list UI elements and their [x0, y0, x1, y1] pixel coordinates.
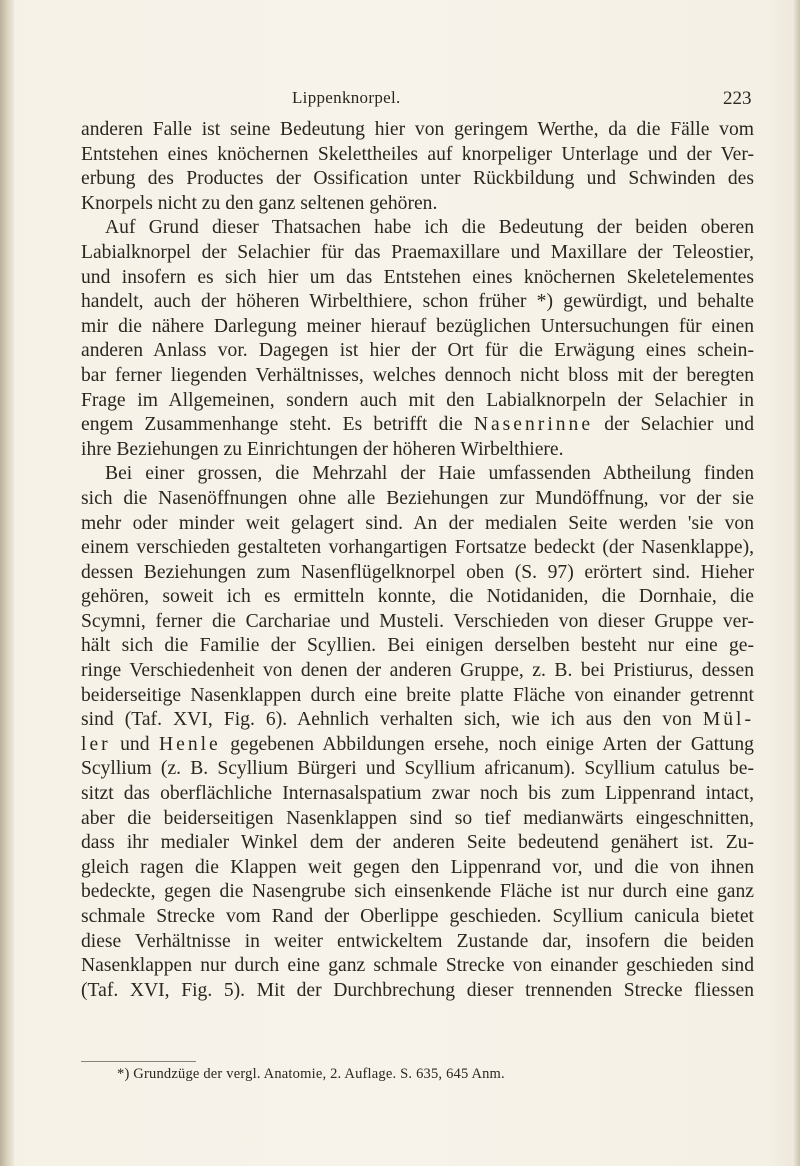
text-line: Scymni, ferner die Carchariae und Musteli. Verschieden von dieser Gruppe ver-: [81, 610, 754, 632]
text-line: und insofern es sich hier um das Entstehen eines knöchernen Skeletelementes: [81, 266, 754, 288]
running-head-title: Lippenknorpel.: [292, 88, 401, 107]
footnote-divider: [81, 1061, 196, 1062]
emphasized-term: Nasenrinne: [473, 414, 594, 436]
text-line: anderen Anlass vor. Dagegen ist hier der Ort für die Erwägung eines schein-: [81, 340, 754, 362]
text-line: bedeckte, gegen die Nasengrube sich einsenkende Fläche ist nur durch eine ganz: [81, 881, 754, 903]
text-line: mehr oder minder weit gelagert sind. An der medialen Seite werden 'sie von: [81, 512, 754, 534]
text-line-with-emphasis: [81, 413, 754, 438]
footnote: *) Grundzüge der vergl. Anatomie, 2. Auflage. S. 635, 645 Anm.: [117, 1066, 505, 1082]
text-fragment: und: [120, 733, 150, 755]
page-edge-shadow: [792, 0, 800, 1166]
text-line: sitzt das oberflächliche Internasalspatium zwar noch bis zum Lippenrand intact,: [81, 783, 754, 805]
text-line: mir die nähere Darlegung meiner hierauf bezüglichen Untersuchungen für einen: [81, 315, 754, 337]
text-line: bar ferner liegenden Verhältnisses, welches dennoch nicht bloss mit der beregten: [81, 364, 754, 386]
text-line: dass ihr medialer Winkel dem der anderen Seite bedeutend genähert ist. Zu-: [81, 832, 754, 854]
text-line: anderen Falle ist seine Bedeutung hier von geringem Werthe, da die Fälle vom: [81, 119, 754, 140]
text-line: einem verschieden gestalteten vorhangartigen Fortsatze bedeckt (der Nasenklappe),: [81, 537, 754, 559]
text-line-with-author: [81, 708, 754, 733]
text-line: Knorpels nicht zu den ganz seltenen gehören.: [81, 192, 438, 214]
page-number: 223: [723, 88, 752, 109]
text-line: dessen Beziehungen zum Nasenflügelknorpel oben (S. 97) erörtert sind. Hieher: [81, 561, 754, 583]
body-text: [81, 118, 754, 1003]
text-fragment: engem Zusammenhange steht. Es betrifft die: [81, 414, 463, 436]
text-line: diese Verhältnisse in weiter entwickeltem Zustande dar, insofern die beiden: [81, 930, 754, 952]
text-line: ringe Verschiedenheit von denen der anderen Gruppe, z. B. bei Pristiurus, dessen: [81, 660, 754, 682]
text-line: Auf Grund dieser Thatsachen habe ich die Bedeutung der beiden oberen: [105, 217, 754, 239]
text-line: beiderseitige Nasenklappen durch eine breite platte Fläche von einander getrennt: [81, 684, 754, 706]
text-line: gleich ragen die Klappen weit gegen den Lippenrand vor, und die von ihnen: [81, 856, 754, 878]
text-line: Nasenklappen nur durch eine ganz schmale Strecke von einander geschieden sind: [81, 955, 754, 977]
text-line: sich die Nasenöffnungen ohne alle Beziehungen zur Mundöffnung, vor der sie: [81, 487, 754, 509]
text-line: Entstehen eines knöchernen Skelettheiles auf knorpeliger Unterlage und der Ver-: [81, 143, 754, 165]
text-line: schmale Strecke vom Rand der Oberlippe geschieden. Scyllium canicula bietet: [81, 906, 754, 927]
author-name-mueller-cont: ler: [81, 733, 111, 755]
text-fragment: der Selachier und: [604, 414, 755, 436]
text-line: erbung des Productes der Ossification unter Rückbildung und Schwinden des: [81, 168, 754, 190]
text-fragment: gegebenen Abbildungen ersehe, noch einige Arten der Gattung: [230, 733, 754, 755]
author-name-henle: Henle: [158, 733, 221, 755]
text-line: handelt, auch der höheren Wirbelthiere, schon früher *) gewürdigt, und behalte: [81, 291, 754, 313]
text-line: gehören, soweit ich es ermitteln konnte, die Notidaniden, die Dornhaie, die: [81, 586, 754, 608]
text-line-with-authors: [81, 733, 754, 758]
text-line: aber die beiderseitigen Nasenklappen sind so tief medianwärts eingeschnitten,: [81, 807, 754, 829]
text-line: (Taf. XVI, Fig. 5). Mit der Durchbrechung dieser trennenden Strecke fliessen: [81, 979, 754, 1001]
text-line: Labialknorpel der Selachier für das Praemaxillare und Maxillare der Teleostier,: [81, 241, 754, 263]
text-fragment: sind (Taf. XVI, Fig. 6). Aehnlich verhalten sich, wie ich aus den von: [81, 709, 692, 731]
author-name-mueller: Mül-: [702, 709, 754, 731]
running-head: [0, 88, 800, 114]
text-line: hält sich die Familie der Scyllien. Bei einigen derselben besteht nur eine ge-: [81, 635, 754, 657]
text-line: Frage im Allgemeinen, sondern auch mit den Labialknorpeln der Selachier in: [81, 389, 754, 411]
page-gutter-shadow: [0, 0, 14, 1166]
text-line: ihre Beziehungen zu Einrichtungen der höheren Wirbelthiere.: [81, 438, 564, 460]
text-line: Scyllium (z. B. Scyllium Bürgeri und Scyllium africanum). Scyllium catulus be-: [81, 758, 754, 780]
text-line: Bei einer grossen, die Mehrzahl der Haie umfassenden Abtheilung finden: [105, 463, 754, 485]
